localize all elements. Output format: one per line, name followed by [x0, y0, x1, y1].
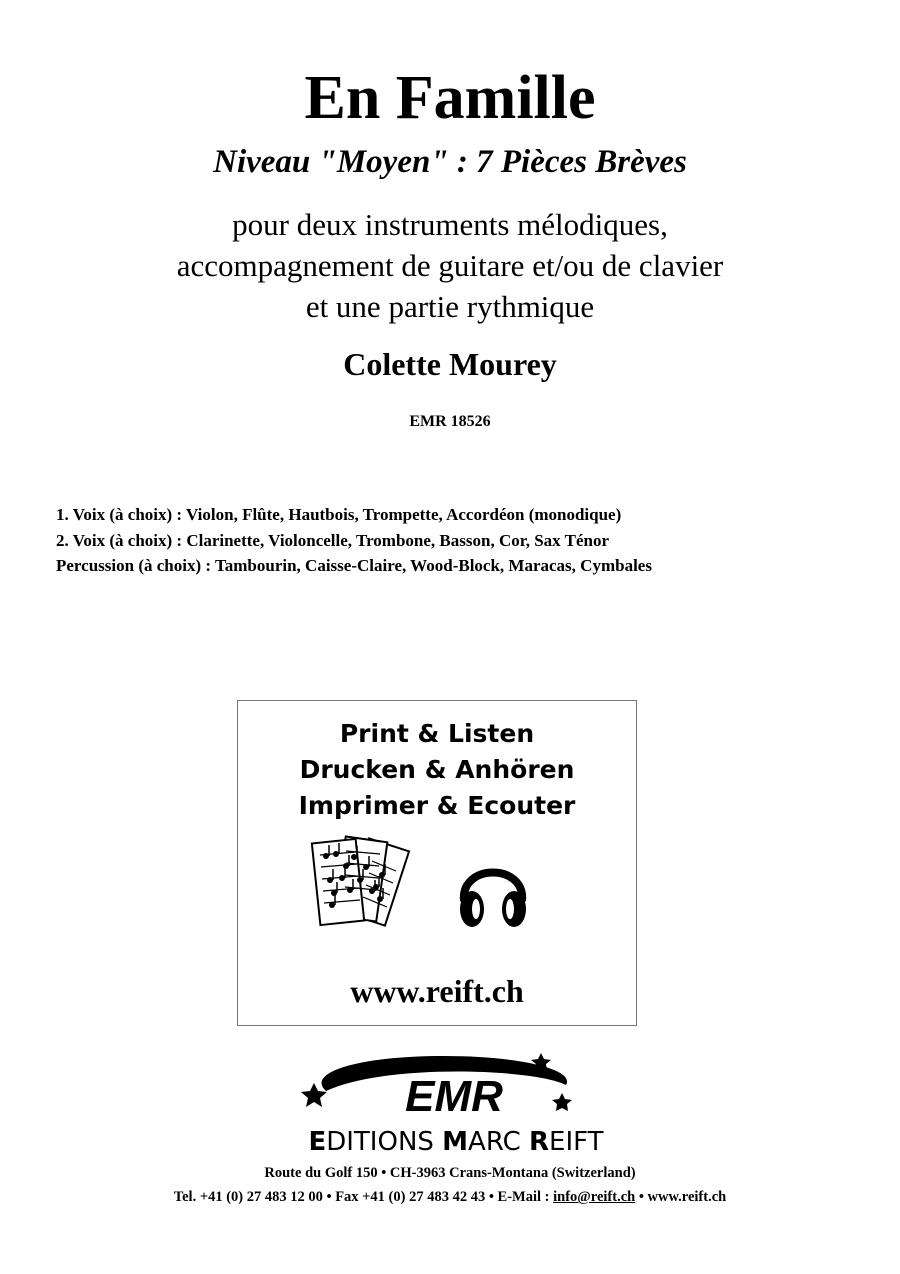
description-line: et une partie rythmique [305, 289, 595, 324]
description [0, 204, 900, 327]
description-line: accompagnement de guitare et/ou de clavier [176, 248, 724, 283]
contact-phone-fax: Tel. +41 (0) 27 483 12 00 • Fax +41 (0) 27 483 42 43 • E-Mail : [173, 1189, 554, 1205]
email-link[interactable]: info@reift.ch [553, 1189, 636, 1205]
contact-website: • www.reift.ch [635, 1189, 727, 1205]
instrumentation-list [56, 502, 652, 579]
print-listen-line: Imprimer & Ecouter [298, 791, 576, 820]
page-title: En Famille [304, 64, 596, 132]
instrumentation-line: 1. Voix (à choix) : Violon, Flûte, Hautbois, Trompette, Accordéon (monodique) [56, 505, 622, 524]
composer-name: Colette Mourey [343, 346, 557, 382]
instrumentation-line: 2. Voix (à choix) : Clarinette, Violoncelle, Trombone, Basson, Cor, Sax Ténor [56, 530, 609, 550]
catalog-number: EMR 18526 [409, 413, 491, 430]
publisher-name: EDITIONS MARC REIFT [308, 1127, 604, 1153]
instrumentation-line: Percussion (à choix) : Tambourin, Caisse-Claire, Wood-Block, Maracas, Cymbales [56, 556, 652, 575]
publisher-contact [0, 1161, 900, 1209]
website-link[interactable]: www.reift.ch [350, 973, 524, 1009]
print-listen-line: Print & Listen [339, 719, 535, 748]
emr-logo [236, 1053, 676, 1153]
publisher-address: Route du Golf 150 • CH-3963 Crans-Montana (Switzerland) [264, 1165, 636, 1181]
publisher-contact-line [0, 1185, 900, 1209]
subtitle: Niveau "Moyen" : 7 Pièces Brèves [213, 144, 687, 180]
logo-emr-text: EMR [405, 1072, 503, 1121]
description-line: pour deux instruments mélodiques, [232, 207, 668, 242]
headphones-icon [456, 853, 530, 931]
print-listen-box [237, 700, 637, 1026]
print-listen-line: Drucken & Anhören [299, 755, 575, 784]
sheet-music-icon [310, 833, 420, 933]
